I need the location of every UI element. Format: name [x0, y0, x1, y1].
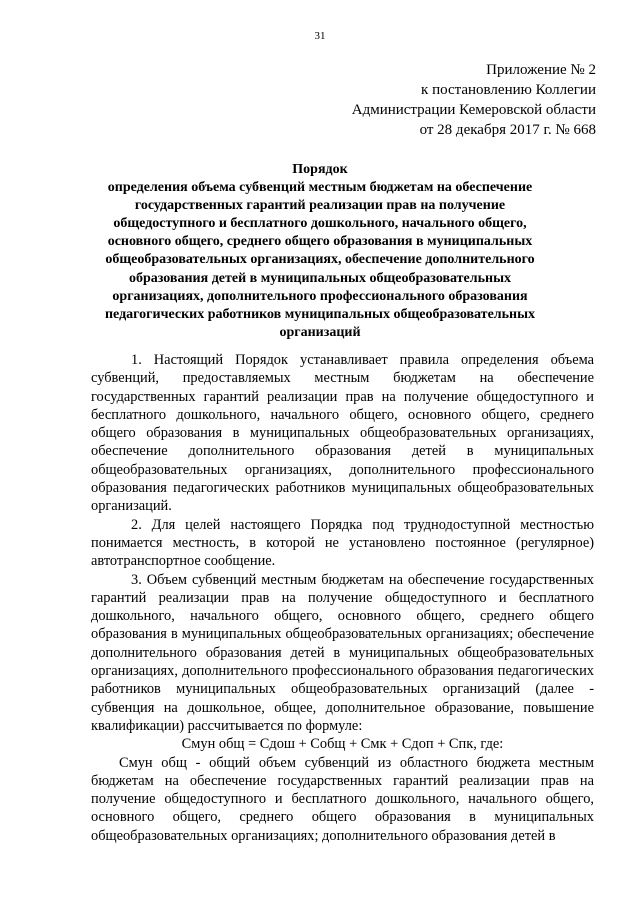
- paragraph-2: 2. Для целей настоящего Порядка под труднодоступной местностью понимается местность, в которой не установлено постоянное (регулярное) автотранспортное сообщение.: [91, 516, 594, 570]
- appendix-line: от 28 декабря 2017 г. № 668: [419, 122, 596, 138]
- title-line: общедоступного и бесплатного дошкольного, начального общего,: [113, 216, 527, 232]
- paragraph-1: 1. Настоящий Порядок устанавливает правила определения объема субвенций, предоставляемых местным бюджетам на обеспечение государственных гарантий реализации прав на получение общедоступного и бесплатного дошкольного, начального общего, основного общего, среднего общего образования в муниципальных общеобразовательных организациях, обеспечение дополнительного образования детей в муниципальных общеобразовательных организациях, дополнительного профессионального образования педагогических работников муниципальных общеобразовательных организаций.: [91, 352, 594, 515]
- title-line: основного общего, среднего общего образования в муниципальных: [107, 234, 533, 250]
- paragraph-definition: Смун общ - общий объем субвенций из областного бюджета местным бюджетам на обеспечение государственных гарантий реализации прав на получение общедоступного и бесплатного дошкольного, начального общего, основного общего, среднего общего образования в муниципальных общеобразовательных организациях; дополнительного образования детей в: [91, 754, 594, 844]
- appendix-header: [316, 60, 596, 140]
- title-line: организаций: [279, 324, 361, 340]
- title-line: государственных гарантий реализации прав на получение: [134, 198, 506, 214]
- appendix-line: к постановлению Коллегии: [421, 82, 596, 98]
- title-line: организациях, дополнительного профессионального образования: [112, 288, 528, 304]
- title-heading: Порядок: [292, 162, 348, 177]
- formula: Смун общ = Сдош + Собщ + Смк + Сдоп + Спк, где:: [181, 736, 504, 753]
- title-line: определения объема субвенций местным бюджетам на обеспечение: [107, 180, 533, 196]
- title-line: педагогических работников муниципальных общеобразовательных: [104, 306, 536, 322]
- appendix-line: Администрации Кемеровской области: [351, 102, 596, 118]
- document-body: [91, 351, 594, 845]
- document-title: [72, 161, 568, 342]
- title-line: общеобразовательных организациях, обеспечение дополнительного: [105, 252, 535, 268]
- title-line: образования детей в муниципальных общеобразовательных: [128, 270, 512, 286]
- appendix-line: Приложение № 2: [486, 62, 596, 78]
- paragraph-3: 3. Объем субвенций местным бюджетам на обеспечение государственных гарантий реализации прав на получение общедоступного и бесплатного дошкольного, начального общего, основного общего, среднего общего образования в муниципальных общеобразовательных организациях; обеспечение дополнительного образования детей в муниципальных общеобразовательных организациях, дополнительного профессионального образования педагогических работников муниципальных общеобразовательных организаций (далее - субвенция на дошкольное, общее, дополнительное образование, повышение квалификации) рассчитывается по формуле:: [91, 571, 594, 734]
- page-number: 31: [314, 30, 326, 42]
